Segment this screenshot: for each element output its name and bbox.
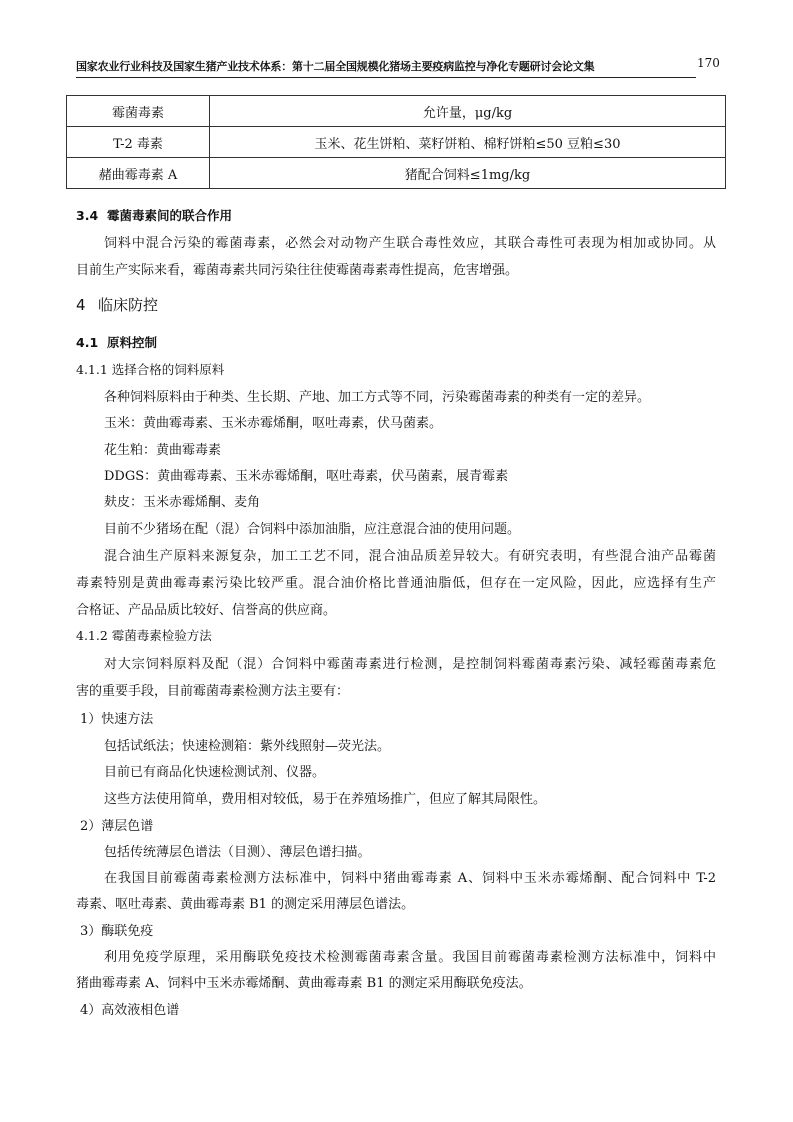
table-cell: 赭曲霉毒素 A [67, 158, 210, 189]
chapter-title: 临床防控 [98, 296, 159, 314]
section-title: 霉菌毒素间的联合作用 [107, 208, 233, 223]
page-number: 170 [697, 56, 720, 70]
header-rule [76, 77, 696, 78]
list-item: 麸皮：玉米赤霉烯酮、麦角 [104, 495, 261, 510]
mycotoxin-limit-table [66, 95, 726, 189]
paragraph-line: 在我国目前霉菌毒素检测方法标准中，饲料中猪曲霉毒素 A、饲料中玉米赤霉烯酮、配合饲料中 T-2 [104, 871, 716, 886]
paragraph-line: 饲料中混合污染的霉菌毒素，必然会对动物产生联合毒性效应，其联合毒性可表现为相加或协同。从 [104, 236, 716, 251]
paragraph-line: 混合油生产原料来源复杂，加工工艺不同，混合油品质差异较大。有研究表明，有些混合油产品霉菌 [104, 549, 716, 564]
paragraph-line: 目前已有商品化快速检测试剂、仪器。 [104, 765, 326, 780]
list-item: 花生粕：黄曲霉毒素 [104, 443, 222, 458]
section-heading-3-4 [76, 206, 232, 224]
paragraph-line: 利用免疫学原理，采用酶联免疫技术检测霉菌毒素含量。我国目前霉菌毒素检测方法标准中，饲料中 [104, 950, 716, 965]
section-title: 原料控制 [107, 335, 158, 350]
table-cell: 猪配合饲料≤1mg/kg [210, 158, 726, 189]
table-header-cell: 霉菌毒素 [67, 96, 210, 127]
paragraph-line: 各种饲料原料由于种类、生长期、产地、加工方式等不同，污染霉菌毒素的种类有一定的差异。 [104, 390, 651, 405]
chapter-heading-4 [76, 294, 158, 315]
table-row [67, 158, 726, 189]
list-item: DDGS：黄曲霉毒素、玉米赤霉烯酮，呕吐毒素，伏马菌素，展青霉素 [104, 469, 509, 484]
section-number: 3.4 [76, 208, 99, 223]
subsection-heading-4-1-1: 4.1.1 选择合格的饲料原料 [76, 362, 225, 377]
table-header-cell: 允许量，μg/kg [210, 96, 726, 127]
paragraph-line: 毒素、呕吐毒素、黄曲霉毒素 B1 的测定采用薄层色谱法。 [76, 897, 415, 912]
method-heading: 4）高效液相色谱 [80, 1003, 180, 1018]
table-row [67, 127, 726, 158]
paragraph-line: 这些方法使用简单，费用相对较低，易于在养殖场推广，但应了解其局限性。 [104, 792, 547, 807]
method-heading: 1）快速方法 [80, 712, 154, 727]
section-number: 4.1 [76, 335, 99, 350]
paragraph-line: 合格证、产品品质比较好、信誉高的供应商。 [76, 603, 337, 618]
paragraph-line: 包括试纸法；快速检测箱：紫外线照射—荧光法。 [104, 739, 391, 754]
chapter-number: 4 [76, 296, 86, 314]
paragraph-line: 对大宗饲料原料及配（混）合饲料中霉菌毒素进行检测，是控制饲料霉菌毒素污染、减轻霉菌毒素危 [104, 657, 716, 672]
paragraph-line: 目前生产实际来看，霉菌毒素共同污染往往使霉菌毒素毒性提高，危害增强。 [76, 263, 519, 278]
table-cell: 玉米、花生饼粕、菜籽饼粕、棉籽饼粕≤50 豆粕≤30 [210, 127, 726, 158]
list-item: 玉米：黄曲霉毒素、玉米赤霉烯酮，呕吐毒素，伏马菌素。 [104, 416, 443, 431]
table-header-row [67, 96, 726, 127]
subsection-heading-4-1-2: 4.1.2 霉菌毒素检验方法 [76, 628, 212, 643]
paragraph-line: 猪曲霉毒素 A、饲料中玉米赤霉烯酮、黄曲霉毒素 B1 的测定采用酶联免疫法。 [76, 976, 532, 991]
table-cell: T-2 毒素 [67, 127, 210, 158]
paragraph-line: 目前不少猪场在配（混）合饲料中添加油脂，应注意混合油的使用问题。 [104, 522, 521, 537]
paragraph-line: 害的重要手段，目前霉菌毒素检测方法主要有： [76, 684, 350, 699]
paragraph-line: 毒素特别是黄曲霉毒素污染比较严重。混合油价格比普通油脂低，但存在一定风险，因此，应选择有生产 [76, 576, 716, 591]
method-heading: 2）薄层色谱 [80, 819, 154, 834]
section-heading-4-1 [76, 333, 157, 351]
method-heading: 3）酶联免疫 [80, 924, 154, 939]
running-header: 国家农业行业科技及国家生猪产业技术体系：第十二届全国规模化猪场主要疫病监控与净化专题研讨会论文集 [76, 60, 595, 73]
paragraph-line: 包括传统薄层色谱法（目测）、薄层色谱扫描。 [104, 845, 371, 860]
